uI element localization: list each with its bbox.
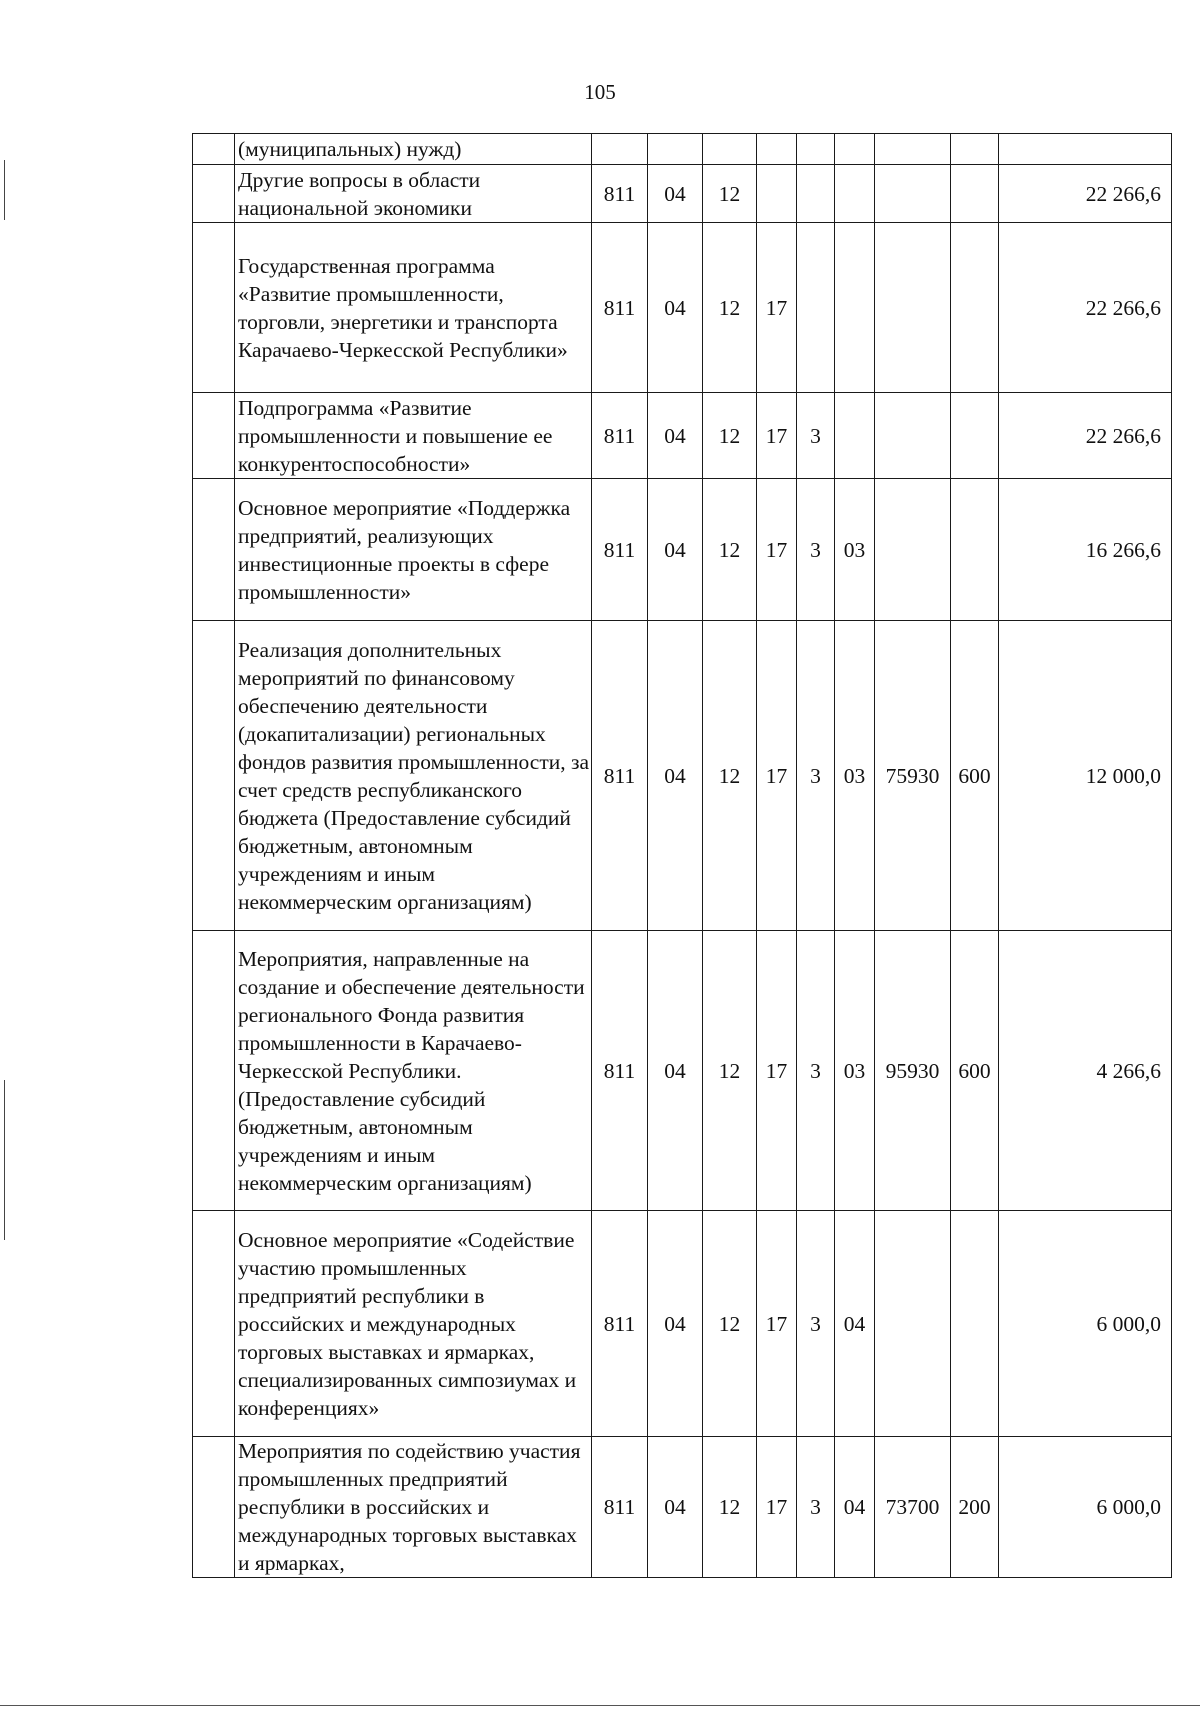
direction-code-cell: 75930: [875, 621, 951, 931]
ministry-code-cell: 811: [592, 393, 648, 479]
program-code-cell: 17: [757, 479, 797, 621]
scan-margin-mark: [4, 160, 5, 220]
subprogram-code-cell: 3: [797, 1211, 835, 1437]
subsection-code-cell: 12: [703, 621, 757, 931]
table-row: [193, 621, 1172, 931]
expense-type-cell: [951, 134, 999, 165]
row-number-cell: [193, 134, 235, 165]
section-code-cell: 04: [648, 223, 703, 393]
event-code-cell: [835, 165, 875, 223]
amount-cell: 12 000,0: [999, 621, 1172, 931]
expense-type-cell: [951, 165, 999, 223]
program-code-cell: 17: [757, 1211, 797, 1437]
ministry-code-cell: 811: [592, 223, 648, 393]
section-code-cell: 04: [648, 479, 703, 621]
ministry-code-cell: 811: [592, 1437, 648, 1578]
direction-code-cell: [875, 479, 951, 621]
amount-cell: 22 266,6: [999, 223, 1172, 393]
amount-cell: 4 266,6: [999, 931, 1172, 1211]
row-name-cell: Основное мероприятие «Поддержка предприятий, реализующих инвестиционные проекты в сфере промышленности»: [235, 479, 592, 621]
event-code-cell: 03: [835, 931, 875, 1211]
table-row: [193, 1437, 1172, 1578]
table-row: [193, 165, 1172, 223]
program-code-cell: [757, 165, 797, 223]
subsection-code-cell: 12: [703, 1211, 757, 1437]
event-code-cell: [835, 393, 875, 479]
expense-type-cell: [951, 479, 999, 621]
ministry-code-cell: 811: [592, 165, 648, 223]
row-number-cell: [193, 621, 235, 931]
subsection-code-cell: 12: [703, 165, 757, 223]
expense-type-cell: 600: [951, 931, 999, 1211]
expense-type-cell: 600: [951, 621, 999, 931]
row-number-cell: [193, 479, 235, 621]
row-name-cell: Реализация дополнительных мероприятий по финансовому обеспечению деятельности (докапитализации) региональных фондов развития промышленности, за счет средств республиканского бюджета (Предоставление субсидий бюджетным, автономным учреждениям и иным некоммерческим организациям): [235, 621, 592, 931]
program-code-cell: [757, 134, 797, 165]
table-row: [193, 1211, 1172, 1437]
direction-code-cell: [875, 1211, 951, 1437]
row-number-cell: [193, 165, 235, 223]
direction-code-cell: [875, 165, 951, 223]
section-code-cell: 04: [648, 393, 703, 479]
direction-code-cell: [875, 223, 951, 393]
budget-table-body: [193, 134, 1172, 1578]
event-code-cell: 03: [835, 621, 875, 931]
row-name-cell: Мероприятия, направленные на создание и обеспечение деятельности регионального Фонда развития промышленности в Карачаево-Черкесской Республики. (Предоставление субсидий бюджетным, автономным учреждениям и иным некоммерческим организациям): [235, 931, 592, 1211]
event-code-cell: 03: [835, 479, 875, 621]
direction-code-cell: [875, 134, 951, 165]
program-code-cell: 17: [757, 223, 797, 393]
program-code-cell: 17: [757, 393, 797, 479]
subsection-code-cell: 12: [703, 393, 757, 479]
ministry-code-cell: 811: [592, 479, 648, 621]
amount-cell: 22 266,6: [999, 165, 1172, 223]
expense-type-cell: [951, 223, 999, 393]
table-row: [193, 931, 1172, 1211]
row-number-cell: [193, 1211, 235, 1437]
budget-table: [192, 133, 1172, 1578]
row-name-cell: Основное мероприятие «Содействие участию промышленных предприятий республики в российских и международных торговых выставках и ярмарках, специализированных симпозиумах и конференциях»: [235, 1211, 592, 1437]
subsection-code-cell: 12: [703, 223, 757, 393]
expense-type-cell: 200: [951, 1437, 999, 1578]
subprogram-code-cell: [797, 223, 835, 393]
ministry-code-cell: 811: [592, 1211, 648, 1437]
section-code-cell: 04: [648, 1211, 703, 1437]
section-code-cell: 04: [648, 621, 703, 931]
subsection-code-cell: [703, 134, 757, 165]
event-code-cell: [835, 134, 875, 165]
direction-code-cell: 73700: [875, 1437, 951, 1578]
subprogram-code-cell: 3: [797, 393, 835, 479]
section-code-cell: [648, 134, 703, 165]
row-name-cell: Другие вопросы в области национальной экономики: [235, 165, 592, 223]
ministry-code-cell: 811: [592, 621, 648, 931]
table-row: [193, 134, 1172, 165]
expense-type-cell: [951, 393, 999, 479]
section-code-cell: 04: [648, 931, 703, 1211]
program-code-cell: 17: [757, 931, 797, 1211]
expense-type-cell: [951, 1211, 999, 1437]
section-code-cell: 04: [648, 165, 703, 223]
amount-cell: 22 266,6: [999, 393, 1172, 479]
ministry-code-cell: [592, 134, 648, 165]
amount-cell: 6 000,0: [999, 1211, 1172, 1437]
event-code-cell: 04: [835, 1437, 875, 1578]
subprogram-code-cell: 3: [797, 931, 835, 1211]
row-name-cell: Подпрограмма «Развитие промышленности и повышение ее конкурентоспособности»: [235, 393, 592, 479]
row-number-cell: [193, 931, 235, 1211]
direction-code-cell: [875, 393, 951, 479]
subprogram-code-cell: 3: [797, 479, 835, 621]
page-bottom-rule: [0, 1705, 1200, 1706]
program-code-cell: 17: [757, 1437, 797, 1578]
program-code-cell: 17: [757, 621, 797, 931]
subsection-code-cell: 12: [703, 1437, 757, 1578]
row-number-cell: [193, 393, 235, 479]
subprogram-code-cell: [797, 165, 835, 223]
amount-cell: 16 266,6: [999, 479, 1172, 621]
subsection-code-cell: 12: [703, 479, 757, 621]
amount-cell: 6 000,0: [999, 1437, 1172, 1578]
ministry-code-cell: 811: [592, 931, 648, 1211]
event-code-cell: 04: [835, 1211, 875, 1437]
row-number-cell: [193, 223, 235, 393]
section-code-cell: 04: [648, 1437, 703, 1578]
subprogram-code-cell: [797, 134, 835, 165]
table-row: [193, 393, 1172, 479]
amount-cell: [999, 134, 1172, 165]
scan-margin-mark: [4, 1080, 5, 1240]
event-code-cell: [835, 223, 875, 393]
subprogram-code-cell: 3: [797, 621, 835, 931]
row-name-cell: Государственная программа «Развитие промышленности, торговли, энергетики и транспорта Карачаево-Черкесской Республики»: [235, 223, 592, 393]
row-number-cell: [193, 1437, 235, 1578]
subsection-code-cell: 12: [703, 931, 757, 1211]
page-number: 105: [584, 80, 616, 104]
subprogram-code-cell: 3: [797, 1437, 835, 1578]
table-row: [193, 479, 1172, 621]
table-row: [193, 223, 1172, 393]
row-name-cell: Мероприятия по содействию участия промышленных предприятий республики в российских и международных торговых выставках и ярмарках,: [235, 1437, 592, 1578]
direction-code-cell: 95930: [875, 931, 951, 1211]
row-name-cell: (муниципальных) нужд): [235, 134, 592, 165]
